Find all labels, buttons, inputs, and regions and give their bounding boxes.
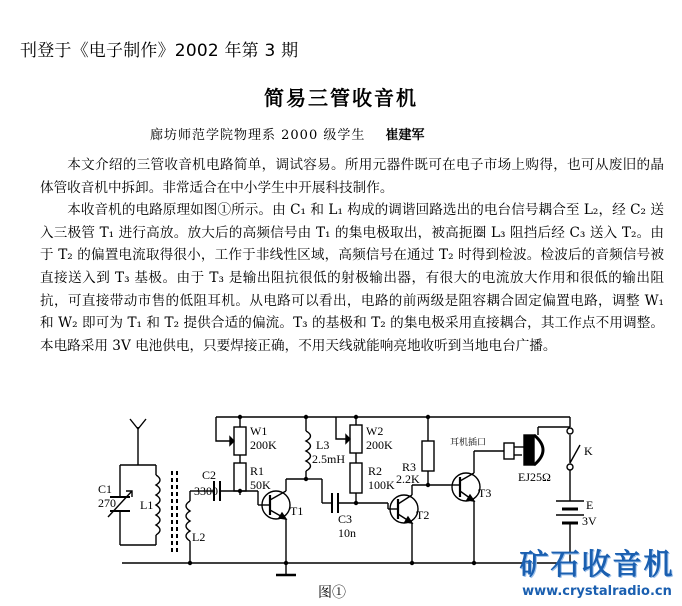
label-earphone: EJ25Ω bbox=[518, 470, 551, 484]
potentiometer-w2-icon bbox=[350, 425, 362, 453]
label-r1: R1 bbox=[250, 464, 265, 478]
label-w1: W1 bbox=[250, 424, 268, 438]
choke-l3-icon bbox=[306, 431, 311, 471]
paragraph-intro: 本文介绍的三管收音机电路简单，调试容易。所用元器件既可在电子市场上购得，也可从废旧的晶体管收音机中拆卸。非常适合在中小学生中开展科技制作。 bbox=[40, 157, 664, 196]
label-r1-value: 50K bbox=[250, 478, 271, 492]
article-title: 简易三管收音机 bbox=[264, 86, 418, 110]
potentiometer-w1-icon bbox=[234, 427, 246, 455]
transistor-t3-icon bbox=[450, 473, 480, 501]
watermark-logo bbox=[512, 540, 682, 606]
label-c2: C2 bbox=[202, 468, 217, 482]
label-r2: R2 bbox=[368, 464, 383, 478]
label-c2-value: 3300 bbox=[194, 484, 218, 498]
byline bbox=[150, 124, 425, 143]
label-r3-value: 2.2K bbox=[396, 472, 420, 486]
author-affiliation: 廊坊师范学院物理系 2000 级学生 bbox=[150, 128, 366, 143]
label-r2-value: 100K bbox=[368, 478, 395, 492]
label-l3: L3 bbox=[316, 438, 330, 452]
transistor-t1-icon bbox=[258, 491, 290, 519]
article-body bbox=[40, 154, 664, 357]
label-earphone-jack: 耳机插口 bbox=[450, 437, 487, 447]
author-name: 崔建军 bbox=[385, 128, 425, 143]
label-w2: W2 bbox=[366, 424, 384, 438]
label-w2-value: 200K bbox=[366, 438, 393, 452]
publication-line: 刊登于《电子制作》2002 年第 3 期 bbox=[20, 41, 299, 61]
label-l2: L2 bbox=[192, 530, 206, 544]
label-c3: C3 bbox=[338, 512, 353, 526]
ferrite-core-icon bbox=[172, 471, 177, 553]
label-c1-value: 270 bbox=[98, 496, 116, 510]
watermark-name: 矿石收音机 bbox=[519, 547, 675, 581]
label-t3: T3 bbox=[478, 486, 492, 500]
resistor-r1-icon bbox=[234, 463, 246, 491]
label-r3: R3 bbox=[402, 460, 417, 474]
label-w1-value: 200K bbox=[250, 438, 277, 452]
paragraph-principle: 本收音机的电路原理如图①所示。由 C₁ 和 L₁ 构成的调谐回路选出的电台信号耦合至 L₂，经 C₂ 送入三极管 T₁ 进行高放。放大后的高频信号由 T₁ 的集电极取出，被高扼圈 L₃ 阻挡后经 C₃ 送入 T₂。由于 T₂ 的偏置电流取得很小，工作于非线性区域，高频信号在通过 T₂ 时得到检波。检波后的音频信号被直接送入到 T₃ 基极。由于 T₃ 是输出阻抗很低的射极输出器，有很大的电流放大作用和很低的输出阻抗，可直接带动市售的低阻耳机。从电路可以看出，电路的前两级是阻容耦合固定偏置电路，调整 W₁ 和 W₂ 即可为 T₁ 和 T₂ 提供合适的偏流。T₃ 的基极和 T₂ 的集电极采用直接耦合，其工作点不用调整。本电路采用 3V 电池供电，只要焊接正确，不用天线就能响亮地收听到当地电台广播。 bbox=[40, 202, 664, 354]
label-battery: E bbox=[586, 498, 594, 512]
earphone-jack-icon bbox=[504, 443, 522, 459]
watermark-url: www.crystalradio.cn bbox=[522, 584, 672, 599]
label-t1: T1 bbox=[290, 504, 304, 518]
label-c3-value: 10n bbox=[338, 526, 356, 540]
resistor-r2-icon bbox=[350, 463, 362, 493]
resistor-r3-icon bbox=[422, 441, 434, 471]
label-l3-value: 2.5mH bbox=[312, 452, 345, 466]
label-switch: K bbox=[584, 444, 593, 458]
label-t2: T2 bbox=[416, 508, 430, 522]
figure-caption: 图① bbox=[318, 585, 346, 601]
earphone-icon bbox=[522, 435, 543, 465]
inductor-l1-icon bbox=[156, 475, 160, 535]
transistor-t2-icon bbox=[388, 495, 418, 523]
label-c1: C1 bbox=[98, 482, 113, 496]
switch-k-icon bbox=[567, 417, 580, 501]
label-l1: L1 bbox=[140, 498, 154, 512]
label-battery-value: 3V bbox=[582, 514, 597, 528]
antenna-icon bbox=[130, 419, 146, 465]
inductor-l2-icon bbox=[186, 501, 190, 541]
